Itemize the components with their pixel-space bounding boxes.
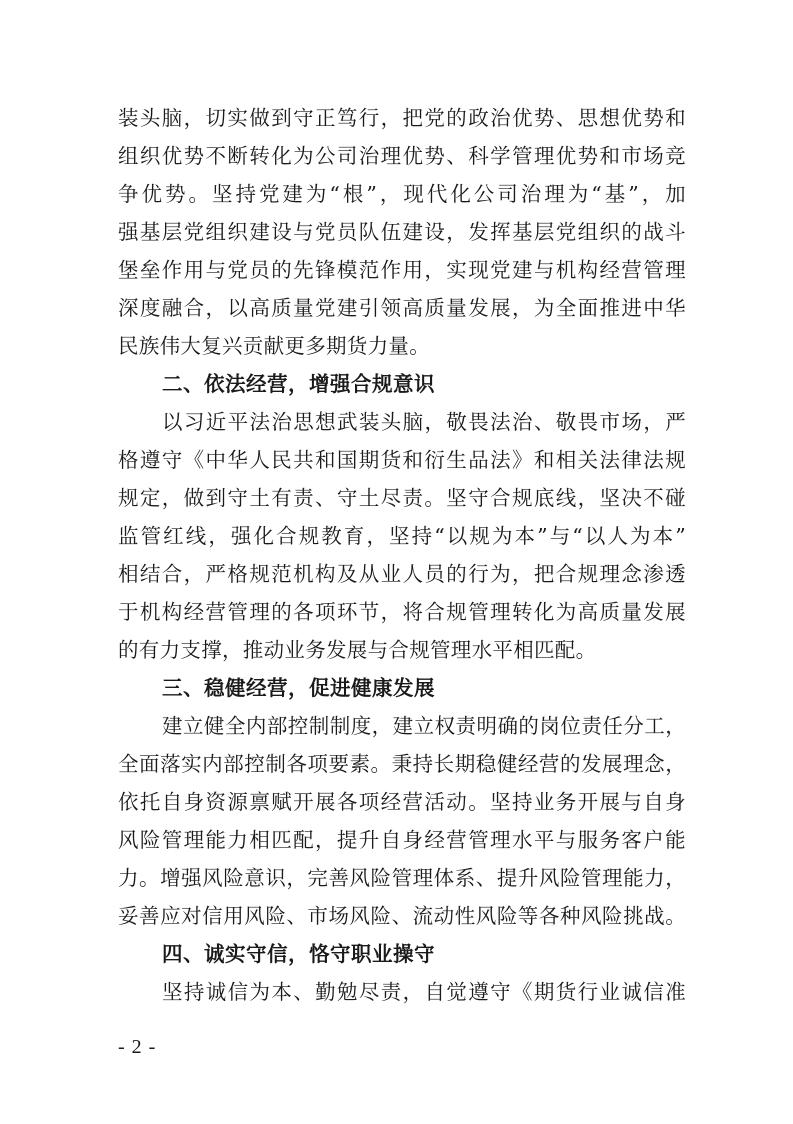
paragraph-line: 民族伟大复兴贡献更多期货力量。 [118, 334, 430, 358]
paragraph-line: 相结合，严格规范机构及从业人员的行为，把合规理念渗透 [118, 562, 686, 586]
section-heading: 三、稳健经营，促进健康发展 [162, 676, 435, 700]
paragraph-line: 依托自身资源禀赋开展各项经营活动。坚持业务开展与自身 [118, 790, 686, 814]
paragraph-line: 格遵守《中华人民共和国期货和衍生品法》和相关法律法规 [118, 448, 686, 472]
paragraph-line: 建立健全内部控制制度，建立权责明确的岗位责任分工， [162, 714, 686, 738]
section-heading: 四、诚实守信，恪守职业操守 [162, 942, 435, 966]
paragraph-line: 全面落实内部控制各项要素。秉持长期稳健经营的发展理念， [118, 752, 686, 776]
paragraph-line: 于机构经营管理的各项环节，将合规管理转化为高质量发展 [118, 600, 686, 624]
page-number: - 2 - [118, 1036, 157, 1058]
paragraph-line: 强基层党组织建设与党员队伍建设，发挥基层党组织的战斗 [118, 220, 686, 244]
paragraph-line: 力。增强风险意识，完善风险管理体系、提升风险管理能力， [118, 866, 686, 890]
paragraph-line: 组织优势不断转化为公司治理优势、科学管理优势和市场竞 [118, 144, 686, 168]
section-heading: 二、依法经营，增强合规意识 [162, 372, 435, 396]
paragraph-line: 深度融合，以高质量党建引领高质量发展，为全面推进中华 [118, 296, 686, 320]
document-body [118, 99, 686, 1011]
paragraph-line: 规定，做到守土有责、守土尽责。坚守合规底线，坚决不碰 [118, 486, 686, 510]
paragraph-line: 堡垒作用与党员的先锋模范作用，实现党建与机构经营管理 [118, 258, 686, 282]
paragraph-line: 以习近平法治思想武装头脑，敬畏法治、敬畏市场，严 [162, 410, 686, 434]
paragraph-line: 坚持诚信为本、勤勉尽责，自觉遵守《期货行业诚信准 [162, 980, 686, 1004]
paragraph-line: 装头脑，切实做到守正笃行，把党的政治优势、思想优势和 [118, 106, 686, 130]
paragraph-line: 争优势。坚持党建为“根”，现代化公司治理为“基”，加 [118, 182, 686, 206]
paragraph-line: 监管红线，强化合规教育，坚持“以规为本”与“以人为本” [118, 524, 686, 548]
paragraph-line: 风险管理能力相匹配，提升自身经营管理水平与服务客户能 [118, 828, 686, 852]
paragraph-line: 妥善应对信用风险、市场风险、流动性风险等各种风险挑战。 [118, 904, 686, 928]
paragraph-line: 的有力支撑，推动业务发展与合规管理水平相匹配。 [118, 638, 597, 662]
